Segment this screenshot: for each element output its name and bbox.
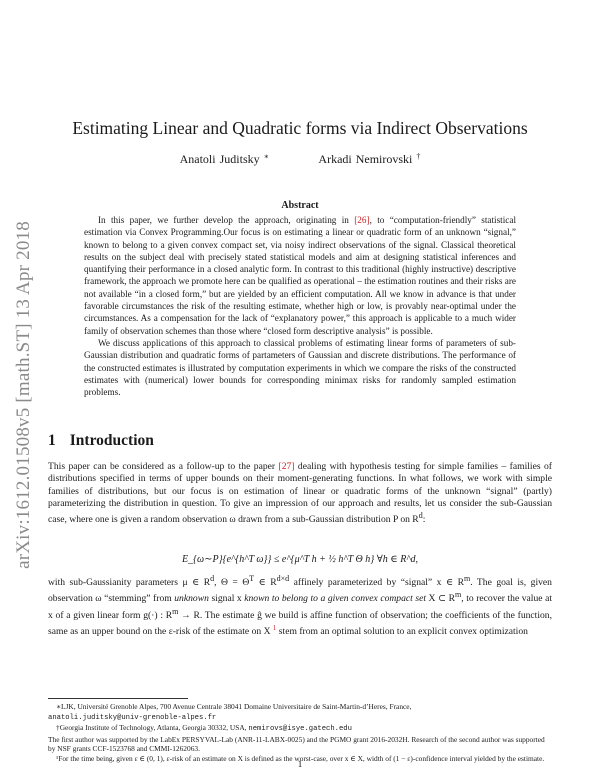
intro-paragraph-2: [48, 573, 552, 639]
citation-link[interactable]: [26]: [354, 215, 370, 225]
citation-link[interactable]: [27]: [278, 461, 295, 472]
abstract-paragraph-2: We discuss applications of this approach to classical problems of estimating linear forms of parameters of sub-Gaussian distribution and quadratic forms of partameters of Gaussian and discrete distributions. The performance of the constructed estimates is illustrated by computation experiments in which we compare the risks of the constructed estimates with (numerical) lower bounds for corresponding minimax risks for randomly sampled estimation problems.: [84, 337, 516, 398]
body-text: with sub-Gaussianity parameters μ ∈ R: [48, 577, 211, 589]
body-text: signal x: [208, 593, 245, 605]
body-text: . The goal is, given observation ω “stemming” from: [48, 577, 552, 605]
author-2: [318, 152, 420, 166]
footnote-link[interactable]: 1: [272, 624, 277, 633]
body-text: dealing with hypothesis testing for simple families – families of distributions specified in terms of upper bounds on their moment-generating functions. In what follows, we work with simple families of distributions, but our focus is on estimation of linear or quadratic forms of the unknown “signal” (partly) parameterizing the distribution in question. To give an impression of our approach and results, let us consider the sub-Gaussian case, where one is given a random observation ω drawn from a sub-Gaussian distribution P on R: [48, 461, 553, 526]
italic-text: known to belong to a given convex compact set: [244, 593, 427, 605]
body-text: , Θ = Θ: [214, 577, 250, 589]
intro-paragraph-1: [48, 461, 552, 527]
footnote-1: ¹For the time being, given ε ∈ (0, 1), ε-risk of an estimate on X is defined as the worst-case, over x ∈ X, width of (1 − ε)-confidence interval yielded by the estimate.: [56, 753, 545, 763]
section-heading: [48, 432, 154, 450]
author-2-name: Arkadi Nemirovski: [318, 152, 413, 166]
section-number: 1: [48, 432, 56, 449]
italic-text: unknown: [174, 593, 209, 605]
superscript: d×d: [276, 574, 290, 583]
authors: [60, 152, 540, 167]
arxiv-id: arXiv:1612.01508v5 [math.ST] 13 Apr 2018: [13, 221, 35, 569]
superscript: m: [455, 590, 462, 600]
abstract-text: , to “computation-friendly” statistical estimation via Convex Programming.Our focus is on estimating a linear or quadratic form of an unknown “signal,” known to belong to a given convex compact set, via noisy indirect observations of the signal. Classical theoretical results on the subject deal with precisely stated statistical models and aim at designing statistical inferences and quantifying their performance in a closed analytic form. In contrast to this traditional (highly instructive) descriptive framework, the approach we promote here can be qualified as operational – the estimation routines and their risks are not available “in a closed form,” but are yielded by an efficient computation. All we know in advance is that under favorable circumstances the risk of the resulting estimate, whether high or low, is provably near-optimal under the circumstances. As a compensation for the lack of “explanatory power,” this approach is applicable to a much wider family of observation schemes than those where “closed form descriptive analysis” is possible.: [84, 215, 516, 336]
arxiv-stamp: [4, 200, 44, 590]
abstract-heading: Abstract: [281, 200, 319, 211]
body-text: → R. The estimate ĝ we build is affine function of observation; the coefficients of the function, same as an upper bound on the ε-risk of the estimate on X: [48, 610, 552, 638]
email-link[interactable]: anatoli.juditsky@univ-grenoble-alpes.fr: [48, 713, 217, 722]
superscript: d: [210, 574, 215, 583]
footnotes: [48, 702, 552, 764]
footnote-text: ∗LJK, Université Grenoble Alpes, 700 Avenue Centrale 38041 Domaine Universitaire de Saint-Martin-d’Heres, France,: [56, 702, 412, 711]
superscript: T: [249, 574, 255, 583]
superscript: d: [418, 511, 423, 521]
abstract: [84, 214, 516, 398]
paper-title: Estimating Linear and Quadratic forms via Indirect Observations: [72, 118, 528, 138]
body-text: ∈ R: [254, 577, 277, 589]
author-1-mark: ∗: [263, 152, 270, 161]
footnote-affiliation-2: [48, 723, 552, 735]
author-1-name: Anatoli Juditsky: [179, 152, 260, 166]
body-text: , to recover the value at x of a given linear form g(·) : R: [48, 593, 552, 622]
page-number: 1: [297, 760, 303, 770]
footnote-funding: The first author was supported by the LabEx PERSYVAL-Lab (ANR-11-LABX-0025) and the PGMO grant 2016-2032H. Research of the second author was supported by NSF grants CCF-1523768 and CMMI-1262063.: [48, 734, 545, 754]
footnote-rule: [48, 698, 188, 699]
footnote-affiliation-1: [48, 702, 552, 723]
email-link[interactable]: nemirovs@isye.gatech.edu: [248, 725, 352, 734]
body-text: X ⊂ R: [426, 593, 456, 605]
body-text: stem from an optimal solution to an explicit convex optimization: [276, 626, 528, 638]
section-title: Introduction: [69, 432, 154, 449]
author-2-mark: †: [416, 152, 421, 161]
author-1: [180, 152, 269, 166]
superscript: m: [172, 606, 179, 616]
superscript: m: [463, 574, 471, 583]
body-text: This paper can be considered as a follow-up to the paper: [48, 461, 279, 472]
abstract-paragraph-1: [84, 214, 516, 337]
abstract-text: In this paper, we further develop the approach, originating in: [98, 215, 355, 225]
body-text: :: [422, 514, 426, 526]
equation: E_{ω∼P}{e^{h^T ω}} ≤ e^{μ^T h + ½ h^T Θ h} ∀h ∈ R^d,: [181, 554, 419, 565]
body-text: affinely parameterized by “signal” x ∈ R: [289, 577, 464, 589]
footnote-text: †Georgia Institute of Technology, Atlanta, Georgia 30332, USA,: [56, 723, 249, 733]
